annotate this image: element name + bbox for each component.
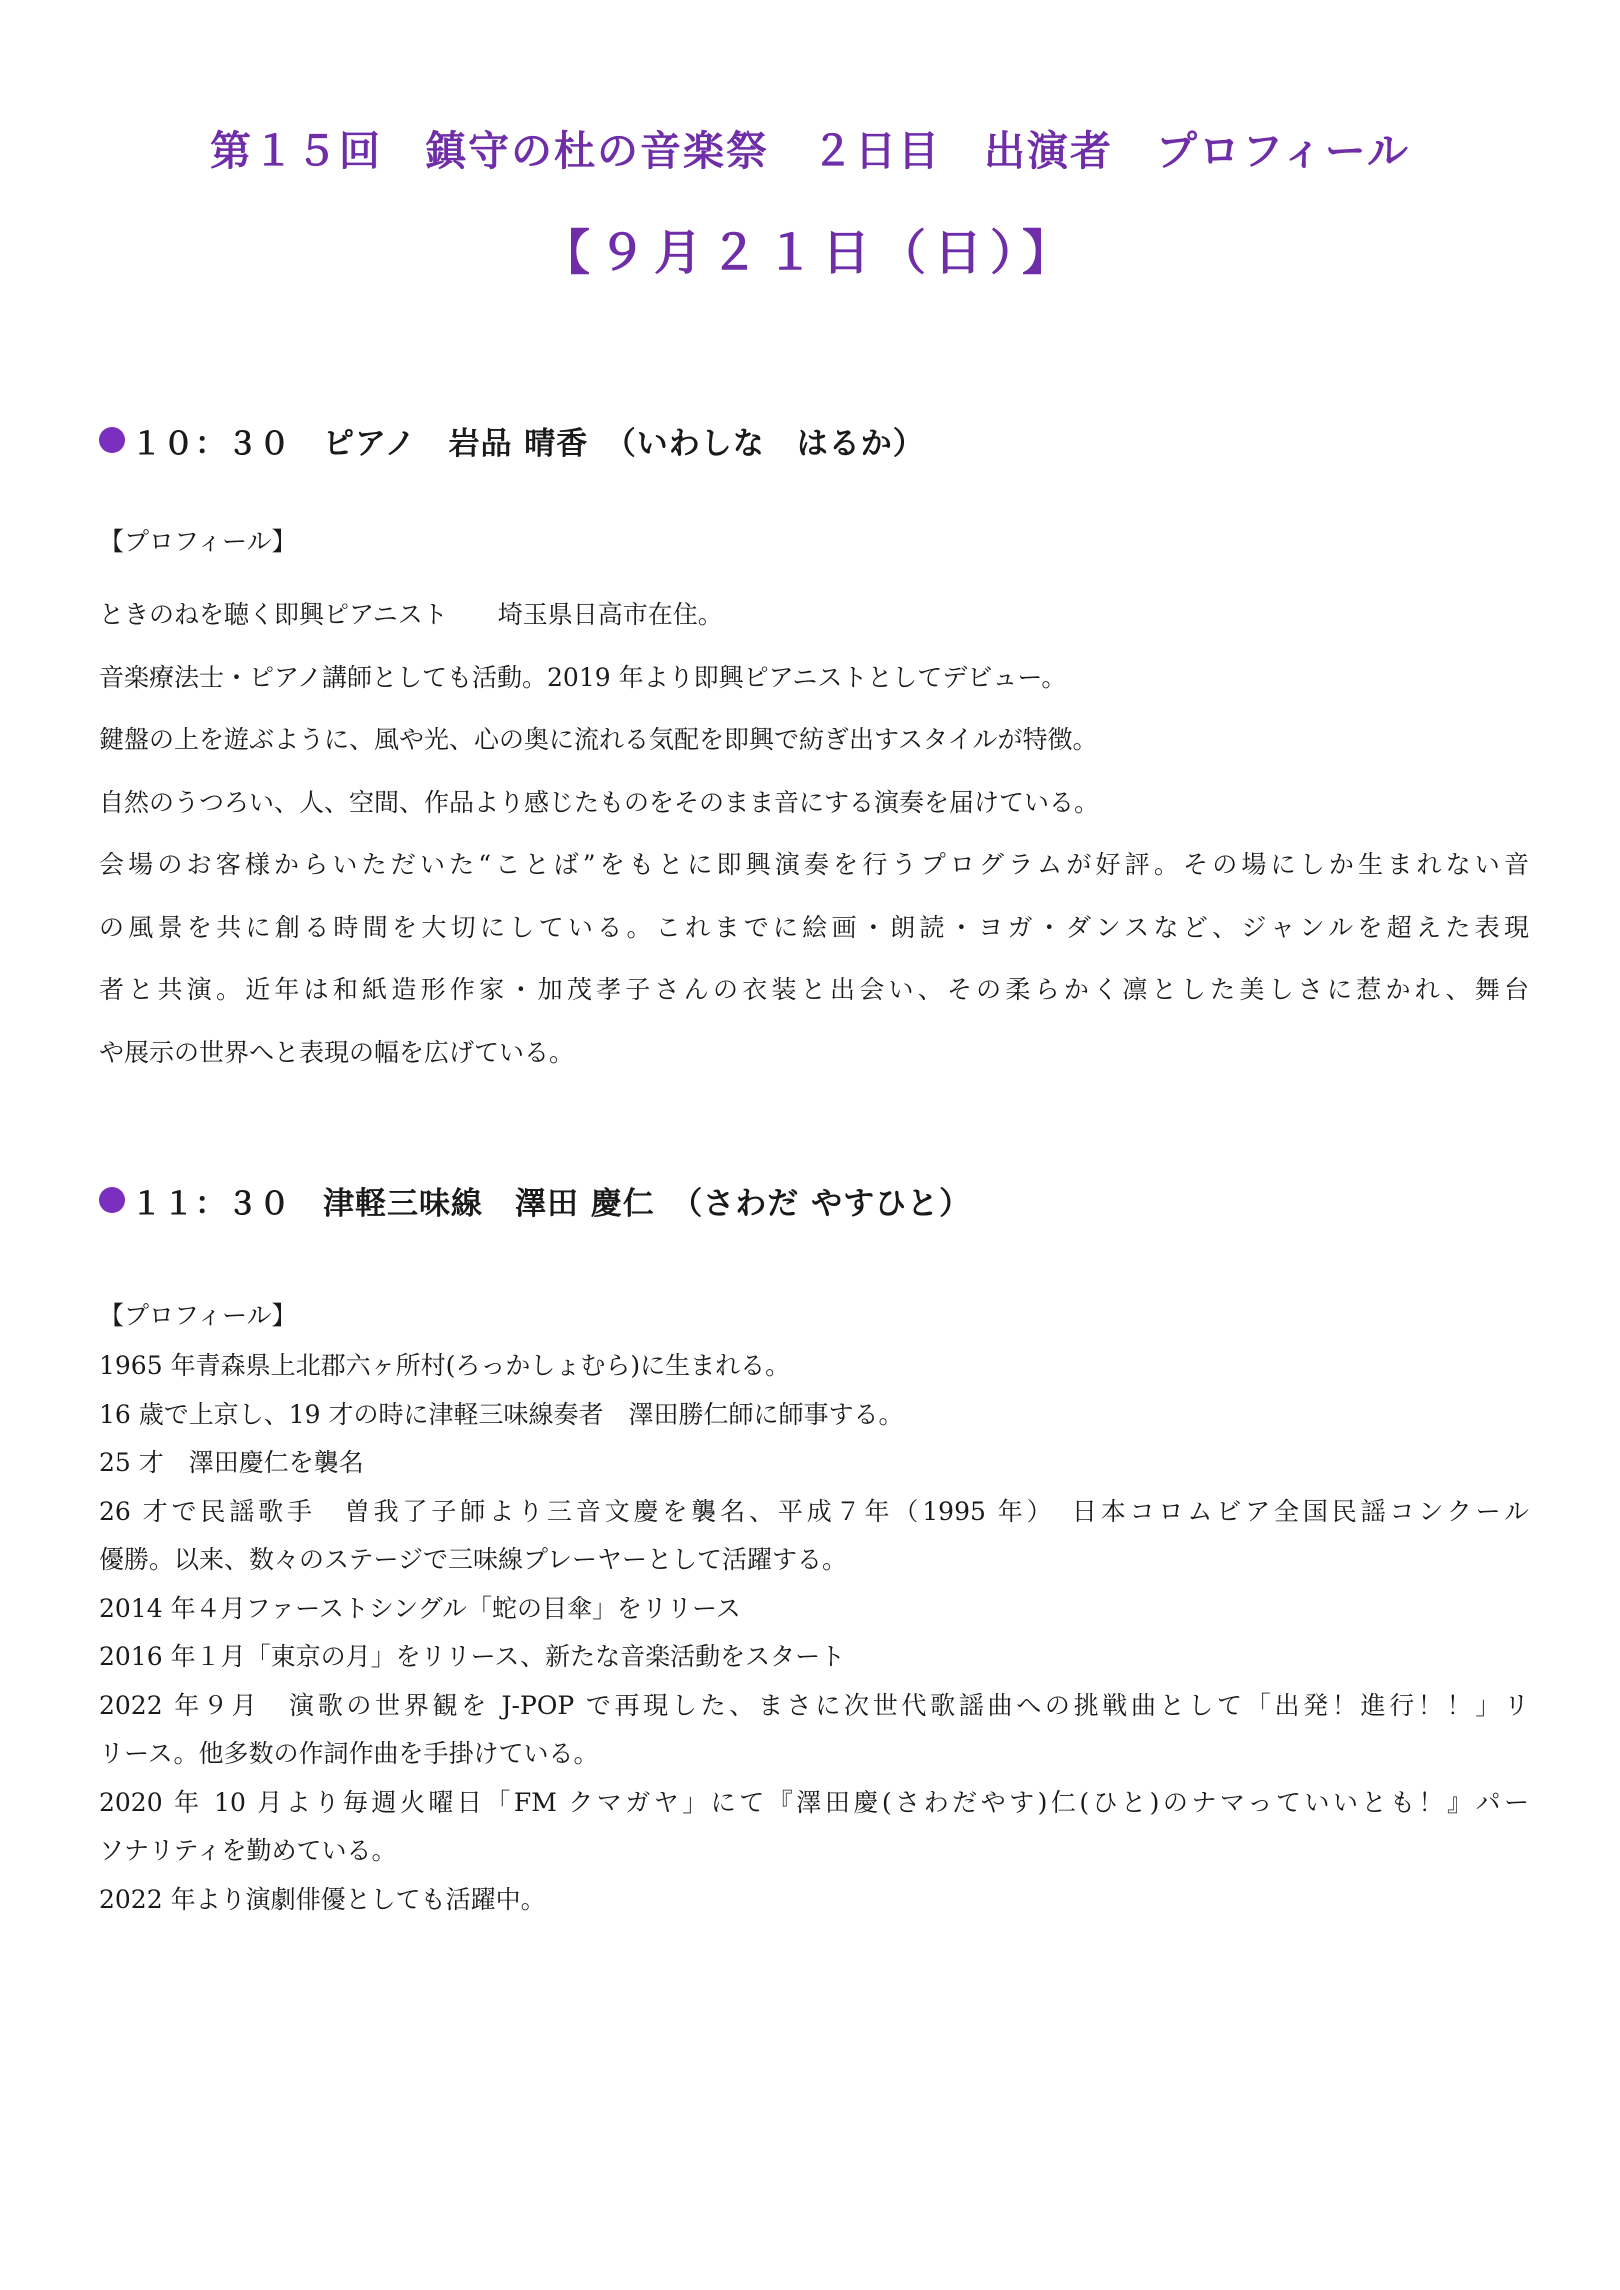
profile-line: 優勝。以来、数々のステージで三味線プレーヤーとして活躍する。 <box>99 1545 848 1574</box>
profile-line: 者と共演。近年は和紙造形作家・加茂孝子さんの衣装と出会い、その柔らかく凛とした美しさに惹かれ、舞台 <box>99 975 1529 1004</box>
performer-heading <box>99 418 1529 462</box>
profile-line: や展示の世界へと表現の幅を広げている。 <box>99 1037 575 1067</box>
profile-line: ソナリティを勤めている。 <box>99 1836 397 1865</box>
profile-text <box>99 1342 1529 1924</box>
profile-line: 2016 年１月「東京の月」をリリース、新たな音楽活動をスタート <box>99 1642 846 1671</box>
profile-line: 2022 年９月 演歌の世界観を J-POP で再現した、まさに次世代歌謡曲への挑戦曲として「出発！進行！！」リ <box>99 1690 1529 1720</box>
profile-line: 音楽療法士・ピアノ講師としても活動。2019 年より即興ピアニストとしてデビュー。 <box>99 662 1067 692</box>
profile-label: 【プロフィール】 <box>99 527 297 556</box>
profile-label: 【プロフィール】 <box>99 1301 297 1330</box>
performer-heading-text: １１：３０ 津軽三味線 澤田 慶仁 （さわだ やすひと） <box>131 1185 972 1222</box>
profile-line: 16 歳で上京し、19 才の時に津軽三味線奏者 澤田勝仁師に師事する。 <box>99 1399 904 1429</box>
profile-line: 2020 年 10 月より毎週火曜日「FM クマガヤ」にて『澤田慶(さわだやす)仁(ひと)のナマっていいとも！』パー <box>99 1787 1529 1817</box>
profile-line: 2014 年４月ファーストシングル「蛇の目傘」をリリース <box>99 1593 741 1623</box>
profile-line: 2022 年より演劇俳優としても活躍中。 <box>99 1884 546 1914</box>
performer-heading <box>99 1178 1529 1222</box>
bullet-icon <box>99 1187 125 1213</box>
event-date: 【９月２１日（日）】 <box>541 225 1078 281</box>
page-title: 第１５回 鎮守の杜の音楽祭 ２日目 出演者 プロフィール <box>210 127 1410 175</box>
profile-line: 自然のうつろい、人、空間、作品より感じたものをそのまま音にする演奏を届けている。 <box>99 787 1100 817</box>
performer-section-piano <box>99 418 1529 1084</box>
profile-line: リース。他多数の作詞作曲を手掛けている。 <box>99 1739 599 1768</box>
profile-line: 会場のお客様からいただいた“ことば”をもとに即興演奏を行うプログラムが好評。その場にしか生まれない音 <box>99 850 1529 879</box>
profile-line: 26 才で民謡歌手 曽我了子師より三音文慶を襲名、平成７年（1995 年） 日本コロムビア全国民謡コンクール <box>99 1496 1529 1526</box>
profile-line: 鍵盤の上を遊ぶように、風や光、心の奥に流れる気配を即興で紡ぎ出すスタイルが特徴。 <box>99 725 1098 754</box>
performer-heading-text: １０：３０ ピアノ 岩品 晴香 （いわしな はるか） <box>131 425 925 462</box>
profile-line: 25 才 澤田慶仁を襲名 <box>99 1448 364 1477</box>
performer-section-shamisen <box>99 1178 1529 1924</box>
profile-line: ときのねを聴く即興ピアニスト 埼玉県日高市在住。 <box>99 600 723 629</box>
profile-line: の風景を共に創る時間を大切にしている。これまでに絵画・朗読・ヨガ・ダンスなど、ジャンルを超えた表現 <box>99 912 1529 942</box>
bullet-icon <box>99 427 125 453</box>
profile-text <box>99 584 1529 1084</box>
profile-line: 1965 年青森県上北郡六ヶ所村(ろっかしょむら)に生まれる。 <box>99 1351 791 1380</box>
